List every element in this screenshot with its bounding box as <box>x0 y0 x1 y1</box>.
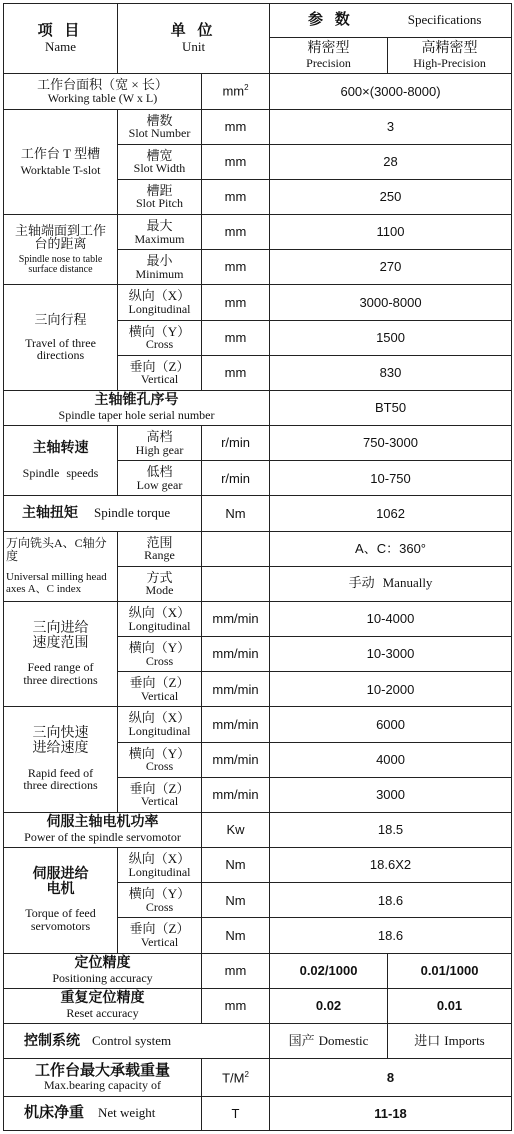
sub-cn: 纵向（X） <box>128 604 191 620</box>
spindle-nose-label <box>4 215 118 285</box>
sub-cn: 槽距 <box>146 182 173 198</box>
sub-cn: 横向（Y） <box>128 323 191 339</box>
spindle-nose-value: 1100 <box>270 215 512 250</box>
sub-en: Range <box>144 548 175 563</box>
unit-sup: 2 <box>244 1069 249 1079</box>
unit-sup: 2 <box>244 83 249 93</box>
speeds-sub <box>118 461 202 496</box>
speeds-unit: r/min <box>202 426 270 461</box>
servo-power-en: Power of the spindle servomotor <box>24 830 181 845</box>
sub-cn: 槽宽 <box>146 147 173 163</box>
header-precision-cn: 精密型 <box>307 41 350 57</box>
travel-sub <box>118 355 202 390</box>
sub-en: Minimum <box>135 266 184 281</box>
travel-en: Travel of three directions <box>25 335 96 363</box>
sub-cn: 垂向（Z） <box>129 780 190 796</box>
milling-head-mode-value <box>270 566 512 601</box>
speeds-label <box>4 426 118 496</box>
milling-head-en: Universal milling head axes A、C index <box>6 571 107 595</box>
header-params-cn: 参 数 <box>308 12 354 29</box>
sub-en: Longitudinal <box>128 302 191 316</box>
feed-unit: mm/min <box>202 601 270 636</box>
tslot-label <box>4 109 118 215</box>
rapid-sub <box>118 777 202 812</box>
speeds-cn: 主轴转速 <box>32 441 89 457</box>
milling-head-unit <box>202 531 270 566</box>
mode-cn: 手动 <box>348 575 375 591</box>
rapid-unit: mm/min <box>202 777 270 812</box>
sub-en: Longitudinal <box>128 864 191 879</box>
reset-precision: 0.02 <box>270 988 388 1023</box>
feed-unit: mm/min <box>202 672 270 707</box>
sub-en: Vertical <box>140 688 179 703</box>
tslot-en: Worktable T-slot <box>20 162 101 177</box>
control-precision <box>270 1024 388 1059</box>
speeds-unit: r/min <box>202 461 270 496</box>
header-name-en: Name <box>44 38 77 54</box>
control-high <box>388 1024 512 1059</box>
unit-text: mm <box>222 83 245 99</box>
rapid-value: 4000 <box>270 742 512 777</box>
working-table-unit <box>202 74 270 109</box>
servo-feed-sub <box>118 883 202 918</box>
sub-cn: 低档 <box>146 464 173 480</box>
sub-en: High gear <box>135 442 184 457</box>
feed-value: 10-4000 <box>270 601 512 636</box>
control-precision-cn: 国产 <box>288 1032 315 1048</box>
travel-value: 3000-8000 <box>270 285 512 320</box>
travel-unit: mm <box>202 355 270 390</box>
milling-head-unit <box>202 566 270 601</box>
rapid-value: 6000 <box>270 707 512 742</box>
spindle-nose-sub <box>118 215 202 250</box>
feed-sub <box>118 637 202 672</box>
header-precision <box>270 38 388 74</box>
sub-cn: 纵向（X） <box>128 851 191 867</box>
feed-cn: 三向进给速度范围 <box>32 620 89 651</box>
milling-head-sub <box>118 531 202 566</box>
sub-cn: 横向（Y） <box>128 640 191 656</box>
feed-sub <box>118 672 202 707</box>
milling-head-cn: 万向铣头A、C轴分度 <box>6 536 107 563</box>
control-cn: 控制系统 <box>24 1033 80 1049</box>
working-table-label <box>4 74 202 109</box>
travel-unit: mm <box>202 285 270 320</box>
tslot-sub-label <box>118 144 202 179</box>
sub-en: Mode <box>145 583 174 598</box>
control-high-en: Imports <box>444 1032 485 1048</box>
positioning-cn: 定位精度 <box>74 956 131 972</box>
control-en: Control system <box>92 1032 172 1048</box>
sub-cn: 范围 <box>146 534 173 550</box>
sub-cn: 纵向（X） <box>128 288 191 304</box>
sub-cn: 垂向（Z） <box>129 358 190 374</box>
bearing-en: Max.bearing capacity of <box>44 1078 161 1093</box>
sub-cn: 方式 <box>146 569 173 585</box>
mode-en: Manually <box>382 575 433 591</box>
servo-feed-unit: Nm <box>202 918 270 953</box>
header-unit-en: Unit <box>181 38 206 54</box>
rapid-unit: mm/min <box>202 707 270 742</box>
rapid-cn: 三向快速进给速度 <box>32 726 89 757</box>
reset-cn: 重复定位精度 <box>60 991 145 1007</box>
sub-cn: 纵向（X） <box>128 710 191 726</box>
sub-en: Longitudinal <box>128 724 191 739</box>
tslot-unit: mm <box>202 109 270 144</box>
servo-feed-unit: Nm <box>202 848 270 883</box>
speeds-en: Spindle speeds <box>22 465 99 480</box>
header-unit <box>118 4 270 74</box>
header-params-en: Specifications <box>407 12 482 28</box>
taper-cn: 主轴锥孔序号 <box>94 393 179 409</box>
header-precision-en: Precision <box>306 55 351 70</box>
sub-cn: 槽数 <box>146 112 173 128</box>
sub-cn: 最小 <box>146 253 173 269</box>
control-label <box>4 1024 270 1059</box>
weight-en: Net weight <box>98 1105 156 1121</box>
weight-label <box>4 1097 202 1131</box>
servo-feed-en: Torque of feed servomotors <box>25 906 96 934</box>
bearing-unit <box>202 1059 270 1097</box>
bearing-value: 8 <box>270 1059 512 1097</box>
milling-head-sub <box>118 566 202 601</box>
servo-power-cn: 伺服主轴电机功率 <box>46 815 159 831</box>
servo-power-unit: Kw <box>202 812 270 847</box>
bearing-label <box>4 1059 202 1097</box>
sub-cn: 垂向（Z） <box>129 921 190 937</box>
positioning-en: Positioning accuracy <box>52 970 153 985</box>
header-high-cn: 高精密型 <box>421 41 478 57</box>
positioning-unit: mm <box>202 953 270 988</box>
weight-value: 11-18 <box>270 1097 512 1131</box>
sub-en: Slot Pitch <box>135 196 183 211</box>
spec-table <box>3 3 512 1131</box>
tslot-value: 3 <box>270 109 512 144</box>
working-table-value: 600×(3000-8000) <box>270 74 512 109</box>
torque-unit: Nm <box>202 496 270 531</box>
sub-en: Maximum <box>134 231 185 246</box>
positioning-precision: 0.02/1000 <box>270 953 388 988</box>
tslot-unit: mm <box>202 179 270 214</box>
servo-feed-unit: Nm <box>202 883 270 918</box>
sub-en: Cross <box>145 899 174 914</box>
sub-en: Cross <box>145 653 174 668</box>
reset-unit: mm <box>202 988 270 1023</box>
header-name <box>4 4 118 74</box>
spindle-nose-cn: 主轴端面到工作台的距离 <box>14 222 106 252</box>
reset-en: Reset accuracy <box>66 1005 139 1020</box>
sub-en: Slot Width <box>133 161 186 176</box>
spindle-nose-sub <box>118 250 202 285</box>
servo-feed-value: 18.6 <box>270 883 512 918</box>
tslot-unit: mm <box>202 144 270 179</box>
feed-en: Feed range of three directions <box>23 660 98 687</box>
feed-label <box>4 601 118 707</box>
sub-en: Cross <box>145 759 174 774</box>
servo-power-value: 18.5 <box>270 812 512 847</box>
servo-feed-label <box>4 848 118 954</box>
weight-unit: T <box>202 1097 270 1131</box>
travel-unit: mm <box>202 320 270 355</box>
spindle-nose-unit: mm <box>202 215 270 250</box>
speeds-value: 10-750 <box>270 461 512 496</box>
tslot-sub-label <box>118 109 202 144</box>
servo-feed-sub <box>118 918 202 953</box>
feed-value: 10-2000 <box>270 672 512 707</box>
sub-cn: 横向（Y） <box>128 886 191 902</box>
milling-head-label <box>4 531 118 601</box>
travel-value: 830 <box>270 355 512 390</box>
unit-text: T/M <box>222 1070 245 1086</box>
servo-feed-value: 18.6X2 <box>270 848 512 883</box>
rapid-en: Rapid feed of three directions <box>23 765 98 793</box>
sub-cn: 高档 <box>146 429 173 445</box>
sub-en: Longitudinal <box>128 618 191 633</box>
rapid-unit: mm/min <box>202 742 270 777</box>
header-high-precision <box>388 38 512 74</box>
feed-value: 10-3000 <box>270 637 512 672</box>
tslot-sub-label <box>118 179 202 214</box>
speeds-value: 750-3000 <box>270 426 512 461</box>
taper-label <box>4 390 270 425</box>
control-high-cn: 进口 <box>414 1032 441 1048</box>
control-precision-en: Domestic <box>318 1032 369 1048</box>
sub-cn: 最大 <box>146 218 173 234</box>
working-table-en: Working table (W x L) <box>47 90 158 105</box>
spindle-nose-unit: mm <box>202 250 270 285</box>
rapid-label <box>4 707 118 813</box>
reset-label <box>4 988 202 1023</box>
servo-feed-value: 18.6 <box>270 918 512 953</box>
feed-sub <box>118 601 202 636</box>
sub-cn: 垂向（Z） <box>129 675 190 691</box>
sub-en: Slot Number <box>128 126 191 141</box>
positioning-high: 0.01/1000 <box>388 953 512 988</box>
milling-head-range-value: A、C：360° <box>270 531 512 566</box>
sub-cn: 横向（Y） <box>128 745 191 761</box>
servo-feed-sub <box>118 848 202 883</box>
speeds-sub <box>118 426 202 461</box>
sub-en: Vertical <box>140 794 179 809</box>
travel-cn: 三向行程 <box>34 312 87 328</box>
tslot-value: 250 <box>270 179 512 214</box>
travel-sub <box>118 320 202 355</box>
working-table-cn: 工作台面积（宽 × 长） <box>37 77 168 93</box>
header-unit-cn: 单 位 <box>170 22 217 39</box>
sub-en: Cross <box>145 337 174 352</box>
travel-value: 1500 <box>270 320 512 355</box>
spindle-nose-value: 270 <box>270 250 512 285</box>
taper-en: Spindle taper hole serial number <box>58 408 215 423</box>
taper-value: BT50 <box>270 390 512 425</box>
servo-feed-cn: 伺服进给电机 <box>32 867 89 897</box>
torque-label <box>4 496 202 531</box>
tslot-cn: 工作台 T 型槽 <box>20 146 101 162</box>
header-high-en: High-Precision <box>413 55 486 70</box>
torque-en: Spindle torque <box>94 505 171 521</box>
rapid-sub <box>118 707 202 742</box>
header-params <box>270 4 512 38</box>
spindle-nose-en: Spindle nose to table surface distance <box>18 253 103 276</box>
header-name-cn: 项 目 <box>37 22 84 39</box>
servo-power-label <box>4 812 202 847</box>
travel-sub <box>118 285 202 320</box>
sub-en: Low gear <box>136 477 183 492</box>
torque-cn: 主轴扭矩 <box>22 506 78 522</box>
reset-high: 0.01 <box>388 988 512 1023</box>
feed-unit: mm/min <box>202 637 270 672</box>
rapid-sub <box>118 742 202 777</box>
bearing-cn: 工作台最大承载重量 <box>34 1062 170 1079</box>
rapid-value: 3000 <box>270 777 512 812</box>
sub-en: Vertical <box>140 935 179 950</box>
positioning-label <box>4 953 202 988</box>
torque-value: 1062 <box>270 496 512 531</box>
sub-en: Vertical <box>140 372 179 387</box>
tslot-value: 28 <box>270 144 512 179</box>
travel-label <box>4 285 118 391</box>
weight-cn: 机床净重 <box>24 1105 85 1122</box>
